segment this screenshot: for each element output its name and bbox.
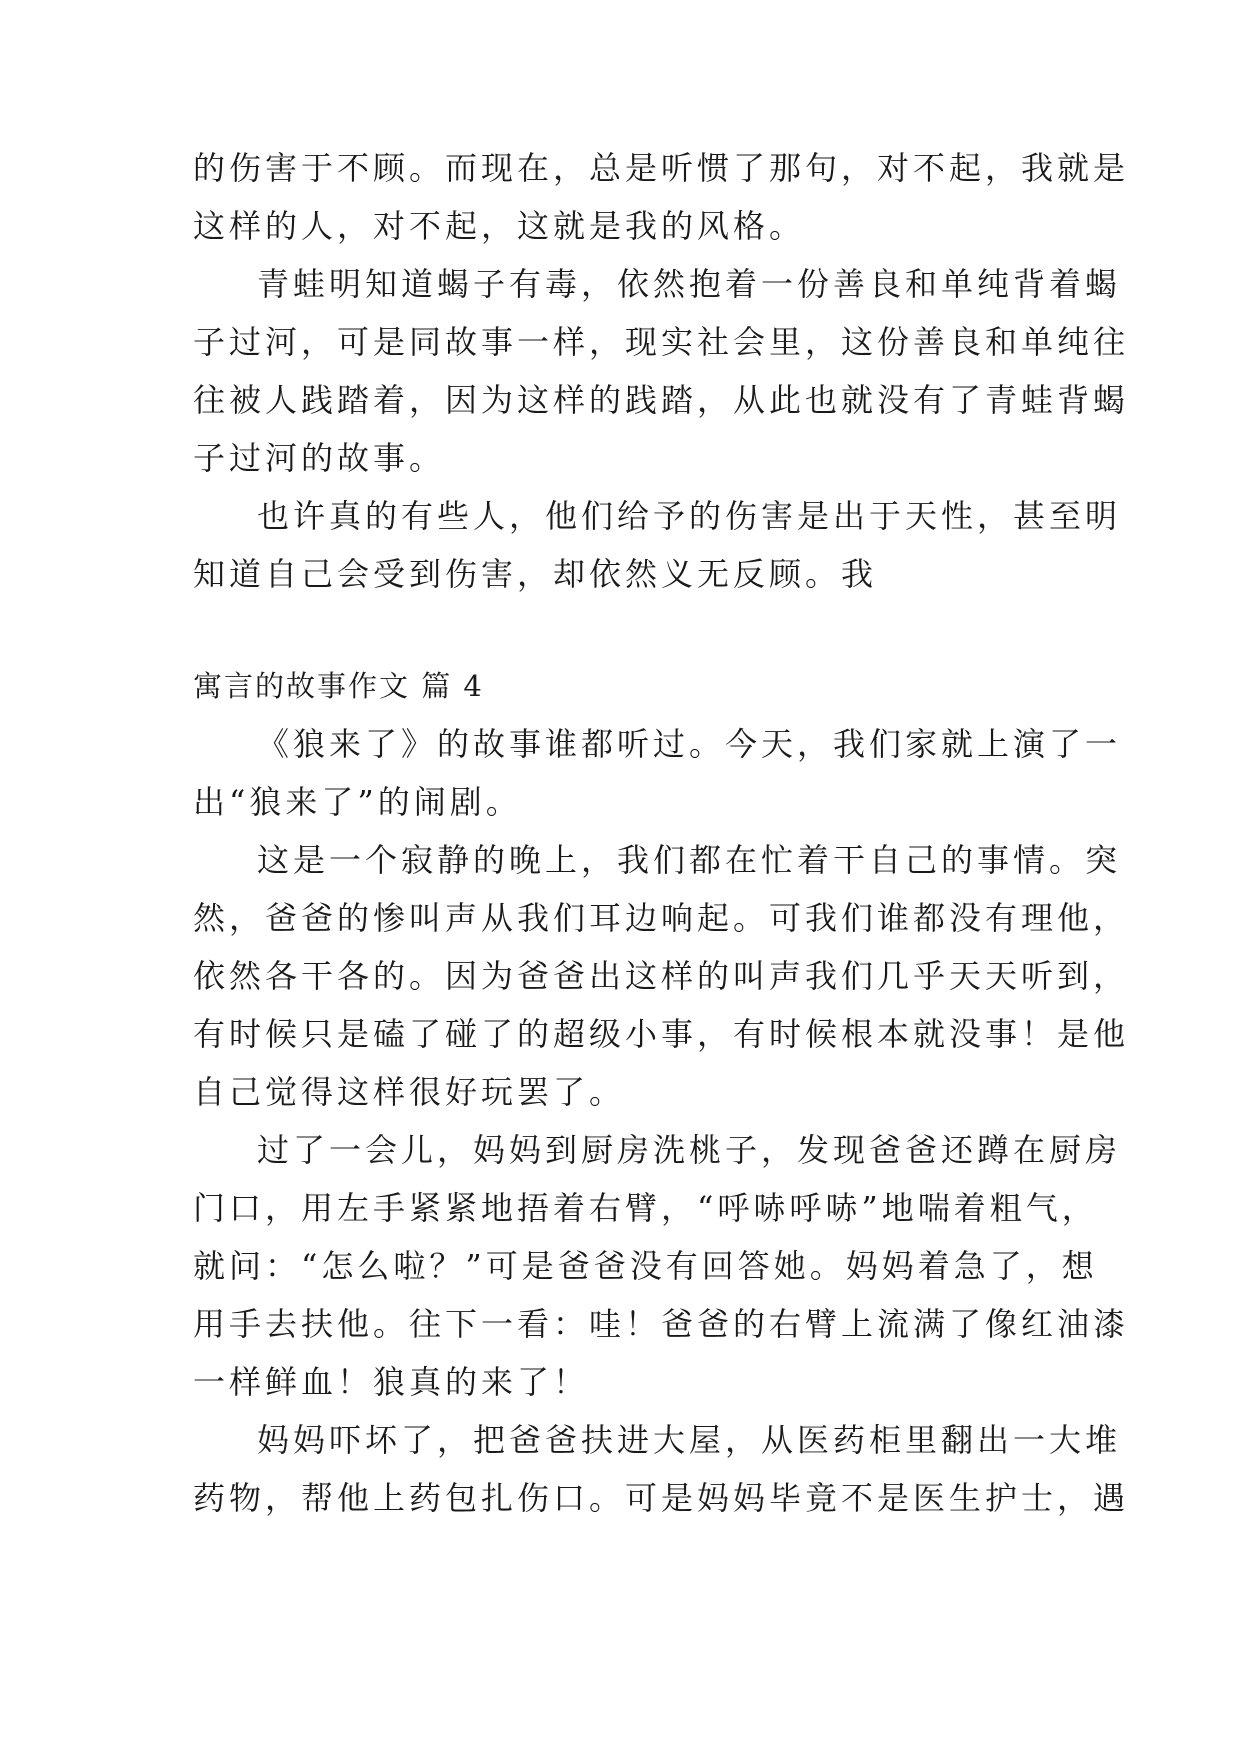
paragraph-start: 也许真的有些人，他们给予的伤害是出于天性，甚至明 bbox=[257, 497, 1122, 535]
text-line: 然，爸爸的惨叫声从我们耳边响起。可我们谁都没有理他， bbox=[193, 899, 1130, 937]
text-line: 一样鲜血！狼真的来了！ bbox=[193, 1363, 590, 1401]
text-line: 就问：“怎么啦？”可是爸爸没有回答她。妈妈着急了，想 bbox=[193, 1247, 1098, 1285]
paragraph-start: 这是一个寂静的晚上，我们都在忙着干自己的事情。突 bbox=[257, 841, 1122, 879]
text-line: 依然各干各的。因为爸爸出这样的叫声我们几乎天天听到， bbox=[193, 957, 1130, 995]
paragraph-start: 《狼来了》的故事谁都听过。今天，我们家就上演了一 bbox=[257, 725, 1122, 763]
text-line: 子过河的故事。 bbox=[193, 439, 446, 477]
text-line: 子过河，可是同故事一样，现实社会里，这份善良和单纯往 bbox=[193, 323, 1130, 361]
text-line: 出“狼来了”的闹剧。 bbox=[193, 783, 522, 821]
text-line: 这样的人，对不起，这就是我的风格。 bbox=[193, 207, 806, 245]
text-line: 的伤害于不顾。而现在，总是听惯了那句，对不起，我就是 bbox=[193, 149, 1130, 187]
text-line: 用手去扶他。往下一看：哇！爸爸的右臂上流满了像红油漆 bbox=[193, 1305, 1130, 1343]
paragraph-start: 过了一会儿，妈妈到厨房洗桃子，发现爸爸还蹲在厨房 bbox=[257, 1131, 1122, 1169]
section-heading: 寓言的故事作文 篇 4 bbox=[193, 669, 484, 703]
text-line: 往被人践踏着，因为这样的践踏，从此也就没有了青蛙背蝎 bbox=[193, 381, 1130, 419]
text-line: 知道自己会受到伤害，却依然义无反顾。我 bbox=[193, 555, 878, 593]
paragraph-start: 妈妈吓坏了，把爸爸扶进大屋，从医药柜里翻出一大堆 bbox=[257, 1421, 1122, 1459]
text-line: 门口，用左手紧紧地捂着右臂，“呼哧呼哧”地喘着粗气， bbox=[193, 1189, 1098, 1227]
paragraph-start: 青蛙明知道蝎子有毒，依然抱着一份善良和单纯背着蝎 bbox=[257, 265, 1122, 303]
text-line: 有时候只是磕了碰了的超级小事，有时候根本就没事！是他 bbox=[193, 1015, 1130, 1053]
text-line: 药物，帮他上药包扎伤口。可是妈妈毕竟不是医生护士，遇 bbox=[193, 1479, 1130, 1517]
text-line: 自己觉得这样很好玩罢了。 bbox=[193, 1073, 626, 1111]
